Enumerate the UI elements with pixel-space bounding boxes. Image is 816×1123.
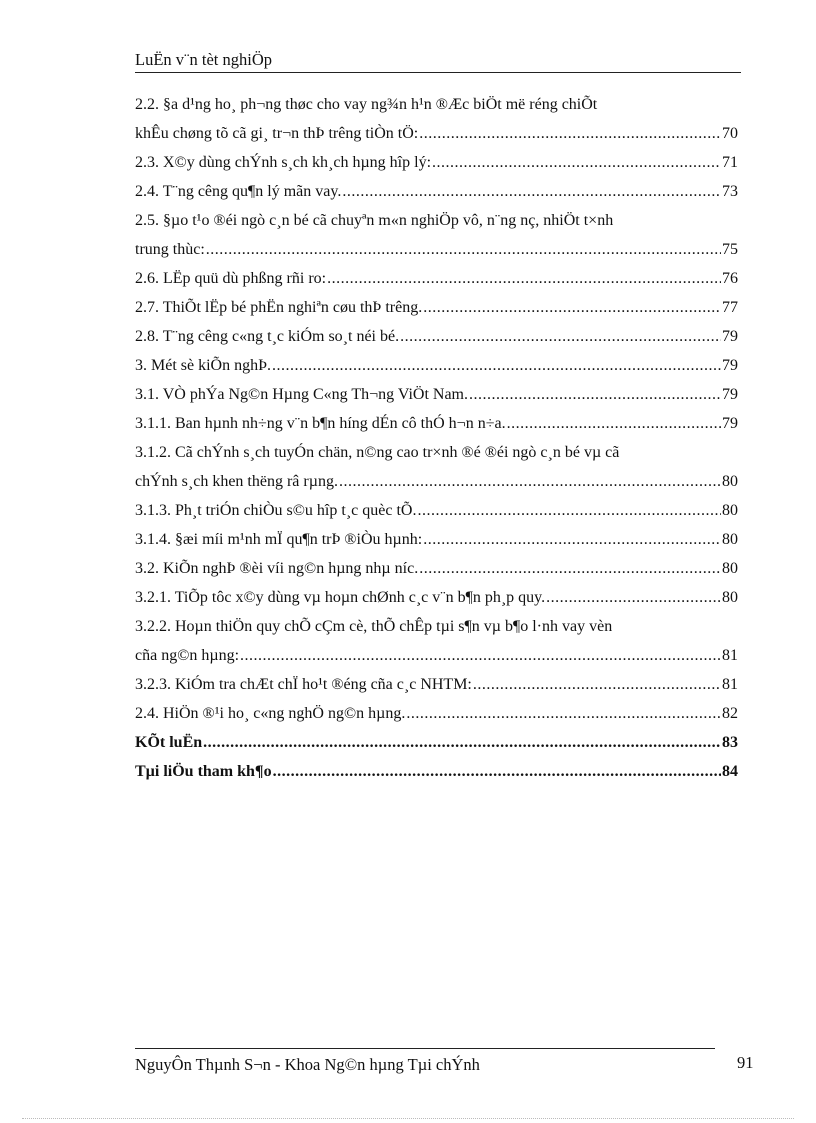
toc-leader-dots	[203, 734, 721, 752]
toc-entry-page: 79	[722, 415, 738, 432]
toc-entry	[135, 734, 738, 763]
toc-entry-page: 81	[722, 647, 738, 664]
toc-entry-page: 75	[722, 241, 738, 258]
toc-entry-title: 2.5. §µo t¹o ®éi ngò c¸n bé cã chuyªn m«n nghiÖp vô, n¨ng nç, nhiÖt t×nh	[135, 212, 614, 229]
toc-entry-page: 77	[722, 299, 738, 316]
toc-entry	[135, 676, 738, 705]
page-bottom-border	[22, 1118, 794, 1119]
toc-entry-page: 80	[722, 473, 738, 490]
toc-entry-page: 84	[722, 763, 738, 780]
toc-leader-dots	[546, 589, 721, 607]
toc-entry-page: 73	[722, 183, 738, 200]
toc-entry-title: 3.1.4. §æi míi m¹nh mÏ qu¶n trÞ ®iÒu hµnh:	[135, 531, 423, 548]
toc-entry	[135, 502, 738, 531]
toc-entry	[135, 270, 738, 299]
toc-leader-dots	[240, 647, 721, 665]
toc-entry	[135, 618, 738, 647]
toc-leader-dots	[432, 154, 721, 172]
toc-leader-dots	[417, 502, 721, 520]
toc-leader-dots	[469, 386, 721, 404]
toc-entry	[135, 473, 738, 502]
header-title: LuËn v¨n tèt nghiÖp	[135, 50, 273, 69]
toc-leader-dots	[342, 183, 721, 201]
toc-leader-dots	[423, 299, 721, 317]
table-of-contents	[135, 96, 738, 792]
toc-entry	[135, 415, 738, 444]
toc-entry-page: 82	[722, 705, 738, 722]
toc-entry-title: khÊu chøng tõ cã gi¸ tr¬n thÞ trêng tiÒn tÖ:	[135, 125, 419, 142]
toc-entry-page: 80	[722, 589, 738, 606]
toc-entry-title: 3.2.2. Hoµn thiÖn quy chÕ cÇm cè, thÕ chÊp tµi s¶n vµ b¶o l·nh vay vèn	[135, 618, 613, 635]
toc-entry-page: 76	[722, 270, 738, 287]
toc-entry-page: 80	[722, 502, 738, 519]
toc-leader-dots	[339, 473, 721, 491]
toc-entry-page: 81	[722, 676, 738, 693]
toc-leader-dots	[419, 560, 721, 578]
toc-entry-title: 3.1.3. Ph¸t triÓn chiÒu s©u hîp t¸c quèc tÕ.	[135, 502, 417, 519]
toc-entry-title: 2.4. HiÖn ®¹i ho¸ c«ng nghÖ ng©n hµng.	[135, 705, 406, 722]
footer-divider	[135, 1048, 715, 1049]
toc-entry	[135, 705, 738, 734]
toc-entry-page: 83	[722, 734, 738, 751]
toc-entry	[135, 589, 738, 618]
toc-entry	[135, 241, 738, 270]
running-header	[135, 50, 741, 73]
toc-leader-dots	[423, 531, 721, 549]
toc-leader-dots	[273, 763, 721, 781]
toc-entry-title: trung thùc:	[135, 241, 205, 258]
toc-entry-page: 71	[722, 154, 738, 171]
toc-entry-title: 3.1. VÒ phÝa Ng©n Hµng C«ng Th¬ng ViÖt Nam.	[135, 386, 468, 403]
page-number: 91	[737, 1053, 754, 1072]
toc-entry-title: Tµi liÖu tham kh¶o	[135, 763, 272, 780]
toc-entry	[135, 386, 738, 415]
toc-entry-title: 3. Mét sè kiÕn nghÞ.	[135, 357, 271, 374]
toc-entry-title: 2.6. LËp quü dù phßng rñi ro:	[135, 270, 327, 287]
toc-entry-title: 2.7. ThiÕt lËp bé phËn nghiªn cøu thÞ trêng.	[135, 299, 423, 316]
toc-entry	[135, 560, 738, 589]
toc-leader-dots	[206, 241, 721, 259]
toc-entry	[135, 154, 738, 183]
toc-entry-title: cña ng©n hµng:	[135, 647, 240, 664]
toc-entry-page: 70	[722, 125, 738, 142]
toc-leader-dots	[419, 125, 721, 143]
toc-leader-dots	[406, 705, 721, 723]
toc-leader-dots	[327, 270, 721, 288]
toc-entry	[135, 299, 738, 328]
toc-entry-title: 3.2.1. TiÕp tôc x©y dùng vµ hoµn chØnh c¸c v¨n b¶n ph¸p quy.	[135, 589, 546, 606]
toc-entry	[135, 96, 738, 125]
toc-leader-dots	[272, 357, 721, 375]
toc-leader-dots	[400, 328, 721, 346]
toc-entry-title: chÝnh s¸ch khen thëng râ rµng.	[135, 473, 338, 490]
toc-entry-page: 80	[722, 560, 738, 577]
toc-entry-page: 79	[722, 386, 738, 403]
toc-leader-dots	[507, 415, 721, 433]
toc-entry	[135, 328, 738, 357]
toc-entry-title: 2.2. §a d¹ng ho¸ ph¬ng thøc cho vay ng¾n h¹n ®Æc biÖt më réng chiÕt	[135, 96, 598, 113]
toc-entry-title: 2.4. T¨ng cêng qu¶n lý mãn vay.	[135, 183, 342, 200]
toc-entry-title: 3.2. KiÕn nghÞ ®èi víi ng©n hµng nhµ níc.	[135, 560, 419, 577]
toc-entry	[135, 647, 738, 676]
toc-entry-title: 3.1.2. Cã chÝnh s¸ch tuyÓn chän, n©ng cao tr×nh ®é ®éi ngò c¸n bé vµ cã	[135, 444, 620, 461]
footer-author: NguyÔn Thµnh S¬n - Khoa Ng©n hµng Tµi chÝnh	[135, 1055, 480, 1074]
toc-entry-title: 2.3. X©y dùng chÝnh s¸ch kh¸ch hµng hîp lý:	[135, 154, 432, 171]
toc-entry	[135, 763, 738, 792]
toc-entry-page: 80	[722, 531, 738, 548]
toc-leader-dots	[473, 676, 721, 694]
toc-entry-title: 2.8. T¨ng cêng c«ng t¸c kiÓm so¸t néi bé.	[135, 328, 400, 345]
toc-entry	[135, 183, 738, 212]
toc-entry	[135, 212, 738, 241]
toc-entry	[135, 357, 738, 386]
toc-entry-title: 3.1.1. Ban hµnh nh÷ng v¨n b¶n híng dÉn cô thÓ h¬n n÷a.	[135, 415, 506, 432]
toc-entry	[135, 531, 738, 560]
toc-entry-page: 79	[722, 328, 738, 345]
toc-entry	[135, 444, 738, 473]
toc-entry-title: 3.2.3. KiÓm tra chÆt chÏ ho¹t ®éng cña c¸c NHTM:	[135, 676, 472, 693]
toc-entry-page: 79	[722, 357, 738, 374]
toc-entry-title: KÕt luËn	[135, 734, 203, 751]
toc-entry	[135, 125, 738, 154]
